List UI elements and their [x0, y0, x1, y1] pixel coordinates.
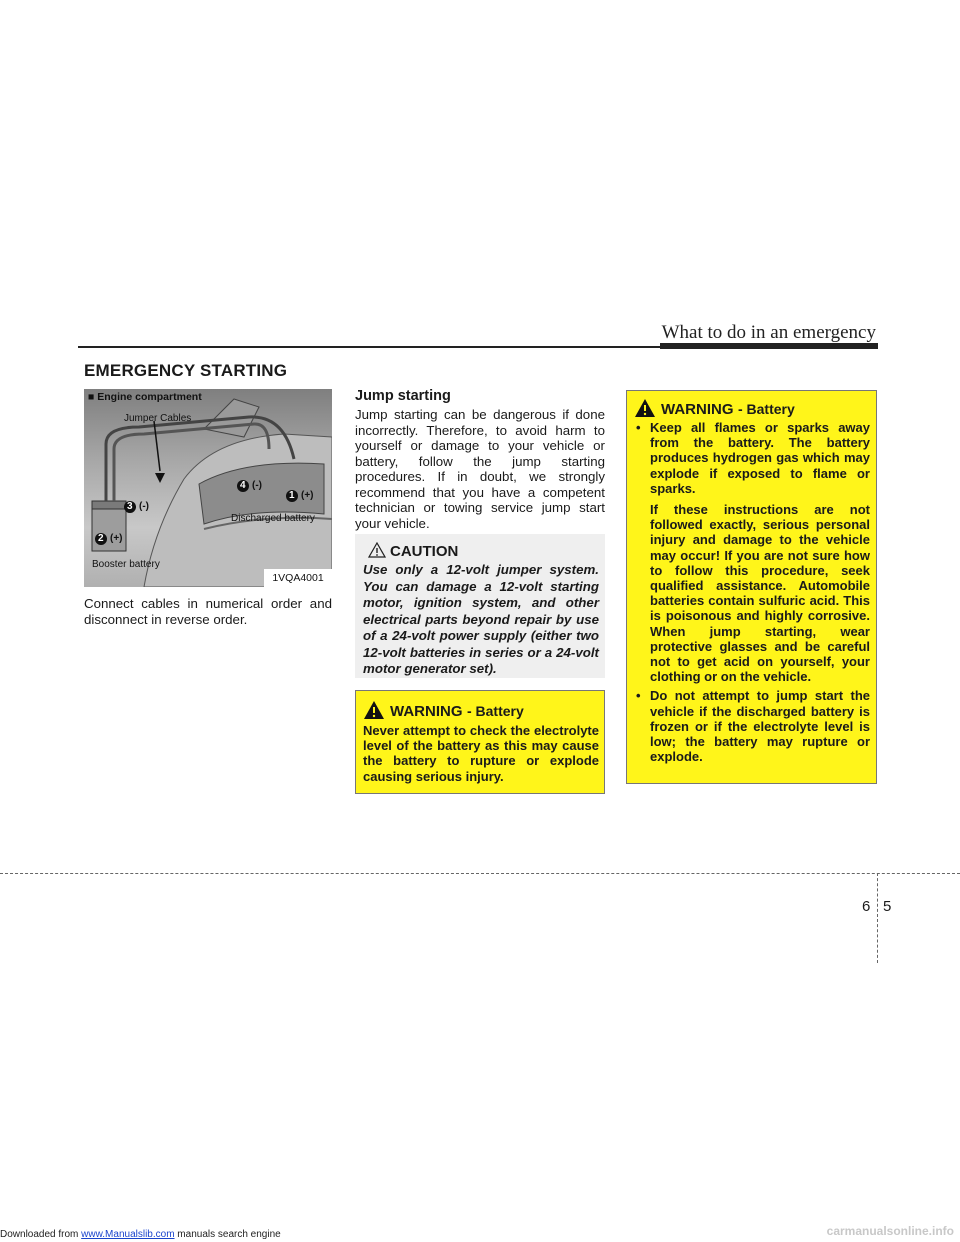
- caution-title: CAUTION: [390, 543, 459, 560]
- jump-starting-text: Jump starting can be dangerous if done incorrectly. Therefore, to avoid harm to yourself or damage to your vehicle or battery, follow the jump starting procedures. If in doubt, we strongly recommend that you have a competent technician or towing service jump start your vehicle.: [355, 407, 605, 531]
- download-note: [0, 1229, 281, 1240]
- caution-triangle-icon: [368, 542, 386, 558]
- connect-cables-text: Connect cables in numerical order and disconnect in reverse order.: [84, 596, 332, 627]
- label-discharged-battery: Discharged battery: [231, 513, 315, 524]
- label-jumper-cables: Jumper Cables: [124, 413, 192, 424]
- chapter-number: 6: [862, 898, 871, 915]
- warning-title: WARNING: [661, 401, 734, 418]
- warning-title: WARNING: [390, 703, 463, 720]
- warning-bullet: [632, 688, 870, 764]
- engine-compartment-figure: [84, 389, 332, 587]
- warning-triangle-icon: [363, 700, 385, 720]
- callout-arrow-line: [154, 421, 160, 471]
- warning-heading-center: [390, 703, 524, 721]
- page-number: 5: [883, 898, 892, 915]
- site-watermark: carmanualsonline.info: [826, 1224, 954, 1238]
- jump-starting-heading: Jump starting: [355, 388, 451, 404]
- page-number-divider: [877, 873, 878, 963]
- figure-caption: ■ Engine compartment: [88, 391, 202, 403]
- figure-code: 1VQA4001: [264, 569, 332, 587]
- marker-2-number: 2: [98, 533, 104, 544]
- warning-bullet-text: Keep all flames or sparks away from the battery. The battery produces hydrogen gas which may explode if exposed to flame or sparks.: [650, 420, 870, 496]
- warning-subtitle: - Battery: [466, 703, 524, 719]
- label-booster-battery: Booster battery: [92, 559, 160, 570]
- download-suffix: manuals search engine: [174, 1229, 281, 1240]
- warning-bullet-text: Do not attempt to jump start the vehicle if the discharged battery is frozen or if the electrolyte level is low; the battery may rupture or explode.: [650, 688, 870, 765]
- download-prefix: Downloaded from: [0, 1229, 82, 1240]
- warning-bullet-continuation: [632, 502, 870, 684]
- callout-arrow-head: [155, 473, 165, 483]
- warning-triangle-icon: [634, 398, 656, 418]
- manualslib-link[interactable]: www.Manualslib.com: [81, 1229, 175, 1240]
- booster-battery-top: [92, 501, 126, 509]
- page-title: EMERGENCY STARTING: [84, 361, 288, 380]
- bullet-dot-icon: •: [636, 688, 641, 704]
- marker-4-sign: (-): [252, 480, 262, 491]
- marker-1-sign: (+): [301, 490, 314, 501]
- warning-heading-right: [661, 401, 795, 419]
- marker-4-number: 4: [240, 480, 246, 491]
- warning-subtitle: - Battery: [737, 401, 795, 417]
- warning-bullet: [632, 420, 870, 496]
- warning-list-right: [632, 420, 870, 764]
- header-bar: [660, 343, 878, 349]
- booster-battery-shape: [92, 507, 126, 551]
- caution-text: Use only a 12-volt jumper system. You can damage a 12-volt starting motor, ignition system, and other electrical parts beyond repair by use of a 24-volt power supply (either two 12-volt batteries in series or a 24-volt motor generator set).: [363, 562, 599, 676]
- marker-3-number: 3: [127, 501, 133, 512]
- warning-bullet-extra: If these instructions are not followed exactly, serious personal injury and damage to the vehicle may occur! If you are not sure how to follow this procedure, seek qualified assistance. Automobile batteries contain sulfuric acid. This is poisonous and highly corrosive. When jump starting, wear protective glasses and be careful not to get acid on yourself, your clothing or on the vehicle.: [650, 502, 870, 685]
- marker-2-sign: (+): [110, 533, 123, 544]
- marker-3-sign: (-): [139, 501, 149, 512]
- bullet-dot-icon: •: [636, 420, 641, 435]
- marker-1-number: 1: [289, 490, 295, 501]
- warning-text-center: Never attempt to check the electrolyte level of the battery as this may cause the battery to rupture or explode causing serious injury.: [363, 723, 599, 784]
- chapter-header-title: What to do in an emergency: [661, 322, 876, 343]
- jump-start-illustration: [84, 389, 332, 587]
- footer-rule: [0, 873, 960, 874]
